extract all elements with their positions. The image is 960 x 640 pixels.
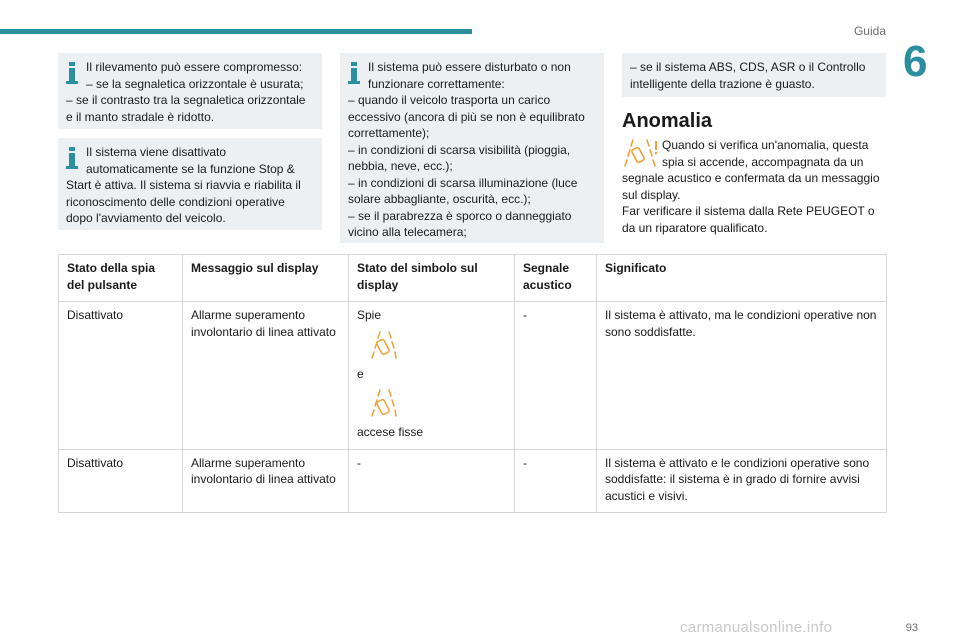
cell-messaggio: Allarme superamento involontario di linea attivato (183, 449, 349, 513)
info-note-detection (58, 53, 322, 129)
column-header: Messaggio sul display (183, 255, 349, 302)
symbol-text-pre: Spie (357, 308, 382, 322)
info-note-stop-start (58, 138, 322, 230)
column-header: Stato del simbolo sul display (349, 255, 515, 302)
symbol-text-mid: e (357, 366, 364, 381)
info-icon (66, 62, 78, 84)
note-text: Il sistema viene disattivato automaticamente se la funzione Stop & Start è attiva. Il sistema si riavvia e riabilita il riconoscimento delle condizioni operative dopo l'avviamento del veicolo. (66, 145, 301, 225)
page-number: 93 (905, 622, 918, 634)
cell-simbolo: - (349, 449, 515, 513)
status-table (58, 254, 887, 513)
column-header: Significato (597, 255, 887, 302)
cell-segnale: - (515, 449, 597, 513)
chapter-number: 6 (903, 37, 928, 86)
info-note-continued (622, 53, 886, 97)
lane-departure-icon-alt (369, 388, 397, 418)
table-row (59, 302, 887, 450)
anomaly-heading: Anomalia (622, 110, 713, 132)
anomaly-paragraph-1: Quando si verifica un'anomalia, questa spia si accende, accompagnata da un segnale acustico e confermata da un messaggio sul display. (622, 138, 880, 202)
symbol-text-post: accese fisse (357, 425, 424, 439)
cell-significato: Il sistema è attivato e le condizioni operative sono soddisfatte: il sistema è in grado di fornire avvisi acustici e visivi. (597, 449, 887, 513)
table-header-row (59, 255, 887, 302)
cell-segnale: - (515, 302, 597, 450)
note-text: Il sistema può essere disturbato o non funzionare correttamente: – quando il veicolo trasporta un carico eccessivo (ancora di più se non è equilibrato correttamente); – in condizioni di scarsa visibilità (pioggia, nebbia, neve, ecc.); – in condizioni di scarsa illuminazione (luce solare abbagliante, oscurità, ecc.); – se il parabrezza è sporco o danneggiato vicino alla telecamera; (348, 60, 585, 239)
anomaly-paragraph-2: Far verificare il sistema dalla Rete PEUGEOT o da un riparatore qualificato. (622, 204, 875, 235)
cell-significato: Il sistema è attivato, ma le condizioni operative non sono soddisfatte. (597, 302, 887, 450)
note-text: – se il sistema ABS, CDS, ASR o il Controllo intelligente della trazione è guasto. (630, 60, 866, 91)
cell-simbolo (349, 302, 515, 450)
cell-stato: Disattivato (59, 449, 183, 513)
info-note-disturbance (340, 53, 604, 243)
header-accent-bar (0, 29, 472, 34)
anomaly-section (622, 137, 886, 236)
column-header: Segnale acustico (515, 255, 597, 302)
note-text: Il rilevamento può essere compromesso: – se la segnaletica orizzontale è usurata; – se il contrasto tra la segnaletica orizzontale e il manto stradale è ridotto. (66, 60, 306, 124)
lane-departure-warning-icon (622, 138, 658, 168)
cell-stato: Disattivato (59, 302, 183, 450)
info-icon (66, 147, 78, 169)
column-header: Stato della spia del pulsante (59, 255, 183, 302)
lane-departure-icon (369, 330, 397, 360)
table-row (59, 449, 887, 513)
section-title: Guida (853, 24, 886, 38)
cell-messaggio: Allarme superamento involontario di linea attivato (183, 302, 349, 450)
info-icon (348, 62, 360, 84)
watermark: carmanualsonline.info (680, 619, 833, 636)
